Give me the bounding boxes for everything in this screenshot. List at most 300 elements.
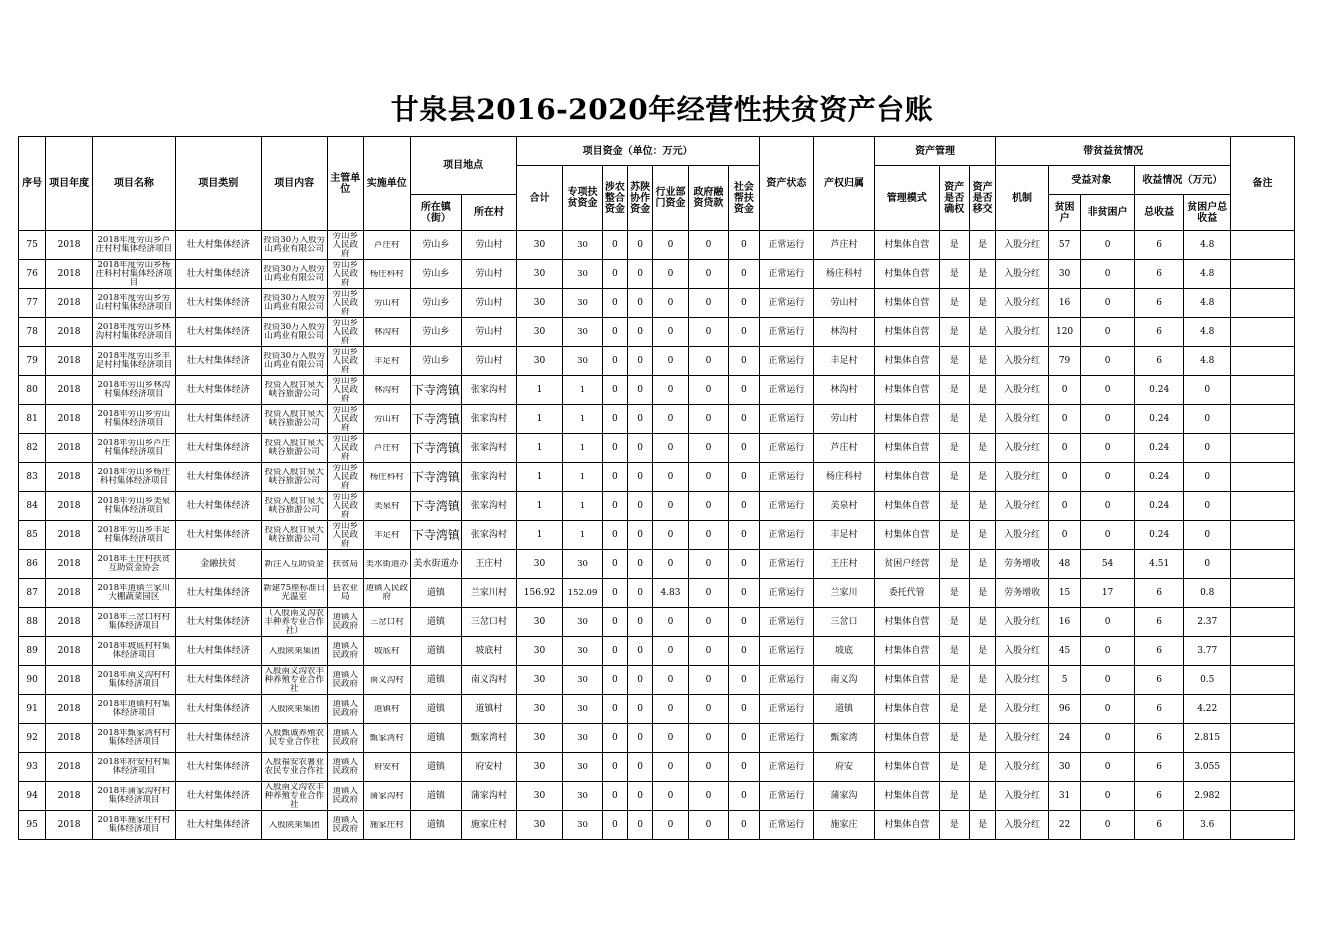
cell-supervisor — [327, 811, 363, 840]
cell-seq: 84 — [19, 492, 46, 521]
cell-transferred: 是 — [969, 782, 995, 811]
cell-social: 0 — [729, 579, 759, 608]
cell-income: 0.24 — [1134, 492, 1184, 521]
cell-implementer — [364, 231, 411, 260]
header-transferred: 资产是否移交 — [969, 166, 995, 231]
cell-mechanism: 劳务增收 — [996, 550, 1049, 579]
cell-poor: 15 — [1048, 579, 1080, 608]
cell-nonpoor: 0 — [1081, 637, 1135, 666]
cell-year: 2018 — [46, 405, 93, 434]
cell-suzhou: 0 — [628, 318, 653, 347]
cell-name — [92, 231, 175, 260]
cell-suzhou: 0 — [628, 811, 653, 840]
cell-remark — [1231, 376, 1295, 405]
cell-owner: 丰足村 — [814, 347, 875, 376]
cell-income: 6 — [1134, 289, 1184, 318]
cell-special-text: 1 — [579, 443, 586, 453]
cell-year: 2018 — [46, 492, 93, 521]
header-poor-income: 贫困户总收益 — [1184, 195, 1231, 231]
cell-social: 0 — [729, 347, 759, 376]
cell-poor-income: 0 — [1184, 521, 1231, 550]
cell-special-text: 30 — [577, 240, 588, 250]
cell-social: 0 — [729, 782, 759, 811]
cell-confirmed: 是 — [939, 434, 969, 463]
cell-year: 2018 — [46, 608, 93, 637]
cell-transferred: 是 — [969, 811, 995, 840]
cell-nonpoor: 54 — [1081, 550, 1135, 579]
cell-village: 张家沟村 — [462, 463, 517, 492]
cell-category: 壮大村集体经济 — [175, 521, 261, 550]
cell-transferred: 是 — [969, 579, 995, 608]
cell-year: 2018 — [46, 289, 93, 318]
cell-agri: 0 — [602, 695, 627, 724]
header-total: 合计 — [516, 166, 563, 231]
cell-special-text: 30 — [577, 646, 588, 656]
cell-poor-income: 0.8 — [1184, 579, 1231, 608]
cell-suzhou: 0 — [628, 405, 653, 434]
cell-income: 0.24 — [1134, 376, 1184, 405]
cell-content-text: 投资30万入股劳山鸡业有限公司 — [263, 265, 326, 283]
cell-name — [92, 318, 175, 347]
cell-loan: 0 — [688, 463, 728, 492]
cell-poor: 48 — [1048, 550, 1080, 579]
cell-town: 道镇 — [410, 666, 462, 695]
cell-remark — [1231, 550, 1295, 579]
cell-implementer-text: 林沟村 — [374, 327, 400, 337]
cell-poor: 0 — [1048, 492, 1080, 521]
cell-name — [92, 289, 175, 318]
cell-year: 2018 — [46, 347, 93, 376]
cell-total: 1 — [516, 521, 563, 550]
header-ownership: 产权归属 — [814, 137, 875, 231]
cell-year: 2018 — [46, 753, 93, 782]
cell-agri: 0 — [602, 405, 627, 434]
cell-social: 0 — [729, 637, 759, 666]
cell-content-text: 入股陕果集团 — [268, 820, 320, 830]
cell-mode: 村集体自营 — [874, 231, 939, 260]
cell-social: 0 — [729, 231, 759, 260]
cell-special — [563, 289, 602, 318]
cell-nonpoor: 0 — [1081, 782, 1135, 811]
cell-nonpoor: 0 — [1081, 695, 1135, 724]
table-row — [19, 550, 1295, 579]
cell-category: 壮大村集体经济 — [175, 376, 261, 405]
cell-content — [261, 289, 327, 318]
cell-name-text: 2018年度劳山乡林沟村村集体经济项目 — [95, 323, 173, 341]
header-seq: 序号 — [19, 137, 46, 231]
cell-seq: 92 — [19, 724, 46, 753]
cell-nonpoor: 0 — [1081, 318, 1135, 347]
cell-special — [563, 318, 602, 347]
cell-content-text: 投资入股甘泉大峡谷旅游公司 — [264, 497, 324, 515]
cell-poor-income: 4.8 — [1184, 289, 1231, 318]
cell-status: 正常运行 — [759, 434, 814, 463]
cell-implementer — [364, 666, 411, 695]
cell-content-text: （入股南义沟农丰种养专业合作社） — [264, 608, 324, 636]
cell-category: 壮大村集体经济 — [175, 289, 261, 318]
cell-content-text: 入股陕果集团 — [268, 704, 320, 714]
cell-agri: 0 — [602, 521, 627, 550]
cell-mechanism: 入股分红 — [996, 405, 1049, 434]
cell-mode: 村集体自营 — [874, 289, 939, 318]
cell-mode: 村集体自营 — [874, 521, 939, 550]
cell-agri: 0 — [602, 492, 627, 521]
cell-supervisor-text: 道镇人民政府 — [332, 816, 359, 834]
cell-content-text: 投资30万入股劳山鸡业有限公司 — [263, 323, 326, 341]
cell-poor-income: 3.6 — [1184, 811, 1231, 840]
cell-content — [261, 347, 327, 376]
cell-mechanism: 入股分红 — [996, 289, 1049, 318]
cell-special — [563, 811, 602, 840]
cell-social: 0 — [729, 463, 759, 492]
header-year: 项目年度 — [46, 137, 93, 231]
cell-confirmed: 是 — [939, 695, 969, 724]
cell-nonpoor: 0 — [1081, 521, 1135, 550]
cell-name — [92, 434, 175, 463]
cell-village: 劳山村 — [462, 289, 517, 318]
cell-special-text: 30 — [577, 559, 588, 569]
cell-special — [563, 753, 602, 782]
cell-seq: 76 — [19, 260, 46, 289]
cell-transferred: 是 — [969, 405, 995, 434]
cell-name — [92, 637, 175, 666]
cell-loan: 0 — [688, 782, 728, 811]
cell-loan: 0 — [688, 260, 728, 289]
cell-village: 道镇村 — [462, 695, 517, 724]
cell-total: 30 — [516, 782, 563, 811]
cell-village: 施家庄村 — [462, 811, 517, 840]
cell-supervisor — [327, 608, 363, 637]
table-row — [19, 347, 1295, 376]
cell-dept: 0 — [653, 405, 688, 434]
cell-content — [261, 782, 327, 811]
cell-dept: 0 — [653, 695, 688, 724]
cell-implementer — [364, 608, 411, 637]
cell-dept: 0 — [653, 811, 688, 840]
cell-poor-income: 0 — [1184, 405, 1231, 434]
cell-income: 6 — [1134, 695, 1184, 724]
cell-poor: 57 — [1048, 231, 1080, 260]
cell-suzhou: 0 — [628, 521, 653, 550]
cell-name — [92, 782, 175, 811]
cell-suzhou: 0 — [628, 289, 653, 318]
cell-transferred: 是 — [969, 637, 995, 666]
cell-supervisor — [327, 318, 363, 347]
cell-suzhou: 0 — [628, 492, 653, 521]
cell-total: 30 — [516, 811, 563, 840]
header-asset-status: 资产状态 — [759, 137, 814, 231]
cell-owner: 三岔口 — [814, 608, 875, 637]
cell-special — [563, 695, 602, 724]
cell-transferred: 是 — [969, 347, 995, 376]
cell-supervisor — [327, 376, 363, 405]
cell-income: 0.24 — [1134, 405, 1184, 434]
cell-dept: 0 — [653, 637, 688, 666]
header-suzhou: 苏陕协作资金 — [628, 166, 653, 231]
cell-seq: 78 — [19, 318, 46, 347]
cell-supervisor — [327, 434, 363, 463]
header-supervisor: 主管单位 — [327, 137, 363, 231]
cell-confirmed: 是 — [939, 521, 969, 550]
cell-content — [261, 463, 327, 492]
cell-confirmed: 是 — [939, 231, 969, 260]
cell-confirmed: 是 — [939, 492, 969, 521]
cell-social: 0 — [729, 521, 759, 550]
cell-supervisor — [327, 782, 363, 811]
cell-year: 2018 — [46, 434, 93, 463]
cell-mode: 村集体自营 — [874, 695, 939, 724]
cell-mechanism: 入股分红 — [996, 231, 1049, 260]
cell-status: 正常运行 — [759, 260, 814, 289]
cell-special — [563, 608, 602, 637]
cell-mechanism: 入股分红 — [996, 811, 1049, 840]
cell-name — [92, 550, 175, 579]
cell-town: 下寺湾镇 — [410, 376, 462, 405]
header-total-income: 总收益 — [1134, 195, 1184, 231]
cell-agri: 0 — [602, 260, 627, 289]
cell-nonpoor: 0 — [1081, 666, 1135, 695]
cell-agri: 0 — [602, 231, 627, 260]
cell-poor-income: 0 — [1184, 550, 1231, 579]
cell-suzhou: 0 — [628, 579, 653, 608]
cell-special-text: 1 — [579, 530, 586, 540]
cell-confirmed: 是 — [939, 376, 969, 405]
cell-suzhou: 0 — [628, 260, 653, 289]
cell-implementer-text: 丰足村 — [374, 530, 400, 540]
cell-remark — [1231, 579, 1295, 608]
cell-content-text: 投资30万入股劳山鸡业有限公司 — [263, 294, 326, 312]
cell-loan: 0 — [688, 521, 728, 550]
cell-implementer — [364, 637, 411, 666]
cell-implementer — [364, 724, 411, 753]
cell-transferred: 是 — [969, 724, 995, 753]
cell-special — [563, 463, 602, 492]
table-row — [19, 637, 1295, 666]
cell-village: 张家沟村 — [462, 521, 517, 550]
cell-implementer — [364, 434, 411, 463]
cell-content — [261, 695, 327, 724]
cell-seq: 85 — [19, 521, 46, 550]
cell-transferred: 是 — [969, 695, 995, 724]
cell-mode: 村集体自营 — [874, 492, 939, 521]
cell-special — [563, 782, 602, 811]
cell-mechanism: 入股分红 — [996, 318, 1049, 347]
cell-income: 6 — [1134, 811, 1184, 840]
cell-name-text: 2018年道镇兰家川大棚蔬菜园区 — [97, 584, 171, 602]
table-row — [19, 521, 1295, 550]
cell-owner: 杨庄科村 — [814, 260, 875, 289]
cell-total: 156.92 — [516, 579, 563, 608]
cell-seq: 79 — [19, 347, 46, 376]
cell-suzhou: 0 — [628, 608, 653, 637]
cell-content — [261, 231, 327, 260]
cell-special-text: 30 — [577, 791, 588, 801]
header-special: 专项扶贫资金 — [563, 166, 602, 231]
cell-supervisor-text: 劳山乡人民政府 — [332, 347, 359, 375]
cell-mechanism: 入股分红 — [996, 260, 1049, 289]
cell-category: 壮大村集体经济 — [175, 695, 261, 724]
cell-remark — [1231, 318, 1295, 347]
cell-status: 正常运行 — [759, 492, 814, 521]
cell-social: 0 — [729, 550, 759, 579]
cell-poor-income: 2.37 — [1184, 608, 1231, 637]
cell-special-text: 30 — [577, 762, 588, 772]
cell-seq: 91 — [19, 695, 46, 724]
cell-supervisor-text: 劳山乡人民政府 — [332, 260, 359, 288]
cell-suzhou: 0 — [628, 724, 653, 753]
cell-remark — [1231, 521, 1295, 550]
cell-agri: 0 — [602, 753, 627, 782]
cell-dept: 0 — [653, 521, 688, 550]
cell-status: 正常运行 — [759, 318, 814, 347]
cell-category: 壮大村集体经济 — [175, 608, 261, 637]
cell-supervisor-text: 道镇人民政府 — [332, 613, 359, 631]
cell-content — [261, 579, 327, 608]
cell-implementer — [364, 405, 411, 434]
cell-implementer — [364, 550, 411, 579]
cell-implementer-text: 美水街道办 — [365, 559, 409, 569]
cell-year: 2018 — [46, 637, 93, 666]
cell-nonpoor: 0 — [1081, 724, 1135, 753]
cell-confirmed: 是 — [939, 608, 969, 637]
cell-supervisor-text: 劳山乡人民政府 — [332, 434, 359, 462]
cell-agri: 0 — [602, 782, 627, 811]
cell-category: 壮大村集体经济 — [175, 318, 261, 347]
cell-content — [261, 405, 327, 434]
cell-town: 道镇 — [410, 811, 462, 840]
cell-owner: 杨庄科村 — [814, 463, 875, 492]
cell-year: 2018 — [46, 782, 93, 811]
cell-dept: 0 — [653, 608, 688, 637]
table-row — [19, 434, 1295, 463]
cell-seq: 77 — [19, 289, 46, 318]
cell-year: 2018 — [46, 724, 93, 753]
cell-poor-income: 4.8 — [1184, 347, 1231, 376]
cell-transferred: 是 — [969, 492, 995, 521]
cell-loan: 0 — [688, 637, 728, 666]
cell-implementer-text: 劳山村 — [374, 414, 400, 424]
cell-confirmed: 是 — [939, 463, 969, 492]
cell-implementer — [364, 521, 411, 550]
cell-dept: 0 — [653, 724, 688, 753]
cell-name-text: 2018年道镇村村集体经济项目 — [97, 700, 171, 718]
header-village: 所在村 — [462, 195, 517, 231]
cell-status: 正常运行 — [759, 666, 814, 695]
table-row — [19, 608, 1295, 637]
cell-supervisor-text: 劳山乡人民政府 — [332, 318, 359, 346]
cell-special — [563, 666, 602, 695]
cell-poor-income: 2.982 — [1184, 782, 1231, 811]
cell-suzhou: 0 — [628, 637, 653, 666]
cell-suzhou: 0 — [628, 463, 653, 492]
cell-seq: 82 — [19, 434, 46, 463]
cell-village: 王庄村 — [462, 550, 517, 579]
cell-transferred: 是 — [969, 318, 995, 347]
header-agri: 涉农整合资金 — [602, 166, 627, 231]
cell-dept: 0 — [653, 753, 688, 782]
cell-content-text: 入股甄诚养殖农民专业合作社 — [264, 729, 324, 747]
cell-content-text: 投资30万入股劳山鸡业有限公司 — [263, 352, 326, 370]
cell-supervisor-text: 劳山乡人民政府 — [332, 289, 359, 317]
cell-year: 2018 — [46, 811, 93, 840]
cell-transferred: 是 — [969, 260, 995, 289]
cell-implementer — [364, 492, 411, 521]
cell-implementer — [364, 782, 411, 811]
cell-remark — [1231, 782, 1295, 811]
cell-transferred: 是 — [969, 666, 995, 695]
cell-town: 下寺湾镇 — [410, 463, 462, 492]
cell-category: 壮大村集体经济 — [175, 724, 261, 753]
cell-name-text: 2018年坡底村村集体经济项目 — [97, 642, 171, 660]
cell-suzhou: 0 — [628, 231, 653, 260]
cell-content — [261, 666, 327, 695]
cell-village: 劳山村 — [462, 260, 517, 289]
cell-supervisor-text: 道镇人民政府 — [332, 729, 359, 747]
cell-poor-income: 0 — [1184, 376, 1231, 405]
cell-village: 张家沟村 — [462, 434, 517, 463]
cell-dept: 0 — [653, 318, 688, 347]
cell-content-text: 投资入股甘泉大峡谷旅游公司 — [264, 410, 324, 428]
cell-social: 0 — [729, 753, 759, 782]
cell-mode: 村集体自营 — [874, 260, 939, 289]
cell-village: 蒲家沟村 — [462, 782, 517, 811]
cell-content — [261, 521, 327, 550]
cell-year: 2018 — [46, 695, 93, 724]
cell-supervisor — [327, 666, 363, 695]
cell-status: 正常运行 — [759, 782, 814, 811]
cell-content-text: 新注入互助资金 — [264, 559, 324, 569]
cell-supervisor-text: 劳山乡人民政府 — [332, 231, 359, 259]
cell-remark — [1231, 753, 1295, 782]
cell-village: 三岔口村 — [462, 608, 517, 637]
cell-suzhou: 0 — [628, 550, 653, 579]
cell-poor: 0 — [1048, 434, 1080, 463]
cell-poor-income: 0 — [1184, 434, 1231, 463]
cell-total: 30 — [516, 724, 563, 753]
cell-content — [261, 434, 327, 463]
cell-poor-income: 4.8 — [1184, 231, 1231, 260]
cell-supervisor — [327, 347, 363, 376]
cell-agri: 0 — [602, 289, 627, 318]
cell-supervisor — [327, 231, 363, 260]
asset-ledger-table — [18, 136, 1295, 840]
cell-confirmed: 是 — [939, 318, 969, 347]
cell-income: 0.24 — [1134, 521, 1184, 550]
cell-category: 壮大村集体经济 — [175, 637, 261, 666]
cell-special-text: 30 — [577, 269, 588, 279]
cell-mechanism: 入股分红 — [996, 434, 1049, 463]
cell-seq: 87 — [19, 579, 46, 608]
cell-income: 6 — [1134, 637, 1184, 666]
cell-status: 正常运行 — [759, 521, 814, 550]
cell-confirmed: 是 — [939, 579, 969, 608]
cell-supervisor — [327, 724, 363, 753]
cell-income: 6 — [1134, 347, 1184, 376]
cell-mode: 村集体自营 — [874, 753, 939, 782]
cell-name-text: 2018年施家庄村村集体经济项目 — [97, 816, 171, 834]
cell-suzhou: 0 — [628, 753, 653, 782]
cell-dept: 0 — [653, 666, 688, 695]
cell-poor: 31 — [1048, 782, 1080, 811]
cell-loan: 0 — [688, 724, 728, 753]
header-loan: 政府融资贷款 — [688, 166, 728, 231]
header-social: 社会帮扶资金 — [729, 166, 759, 231]
cell-confirmed: 是 — [939, 811, 969, 840]
cell-mode: 贫困户经营 — [874, 550, 939, 579]
cell-town: 道镇 — [410, 753, 462, 782]
cell-status: 正常运行 — [759, 724, 814, 753]
cell-status: 正常运行 — [759, 463, 814, 492]
